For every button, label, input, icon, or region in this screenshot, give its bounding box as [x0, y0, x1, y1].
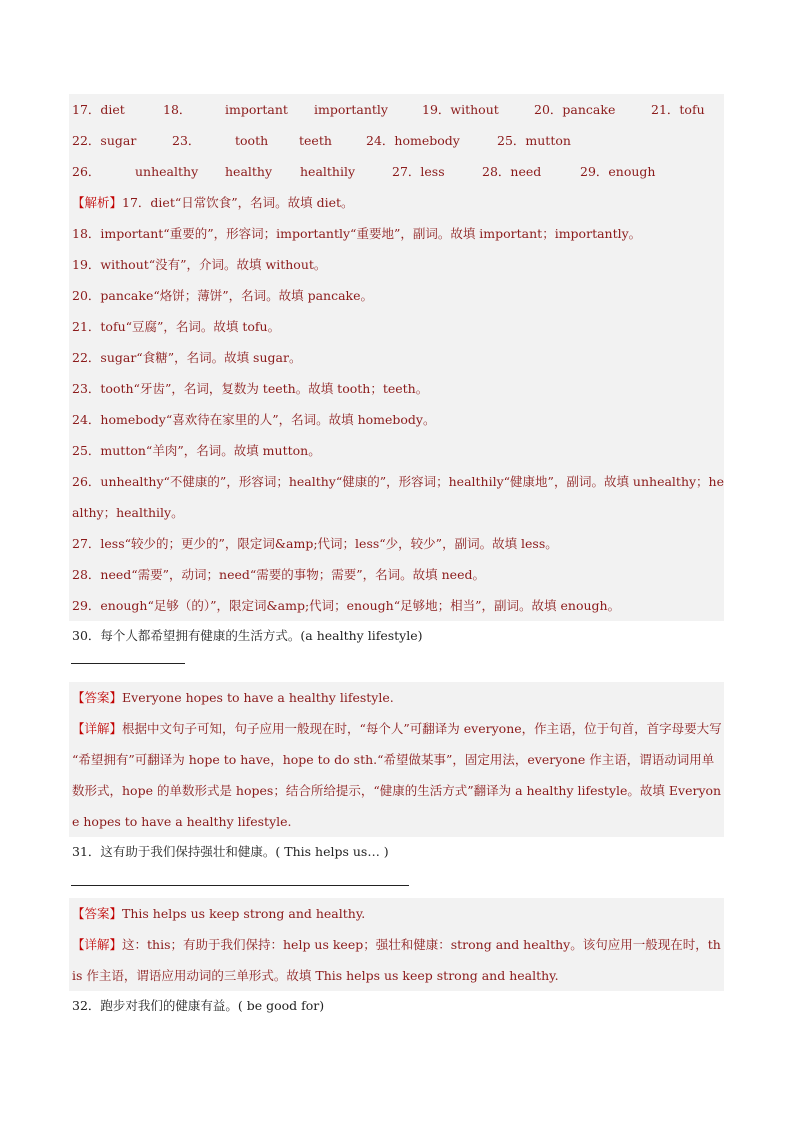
answer-tag: 【答案】	[72, 906, 123, 921]
analysis-23: 23．tooth“牙齿”，名词，复数为 teeth。故填 tooth；teeth。	[72, 381, 429, 396]
analysis-22: 22．sugar“食糖”，名词。故填 sugar。	[72, 350, 302, 365]
answer-row-1	[69, 94, 724, 125]
answer-26-word-2: healthy	[225, 164, 273, 179]
analysis-20: 20．pancake“烙饼；薄饼”，名词。故填 pancake。	[72, 288, 374, 303]
answer-25: 25．mutton	[497, 133, 571, 148]
detail-30: 【详解】根据中文句子可知，句子应用一般现在时，“每个人”可翻译为 everyone，作主语，位于句首，首字母要大写 “希望拥有”可翻译为 hope to have，hope to do sth.“希望做某事”，固定用法，everyone 作主语，谓语动词用单数形式，hope 的单数形式是 hopes；结合所给提示，“健康的生活方式”翻译为 a healthy lifestyle。故填 Everyone hopes to have a healthy lifestyle.	[72, 721, 722, 829]
answer-row-2	[69, 125, 724, 156]
answer-24: 24．homebody	[366, 133, 460, 148]
analysis-25: 25．mutton“羊肉”，名词。故填 mutton。	[72, 443, 321, 458]
answer-blank-30	[71, 663, 185, 664]
analysis-19: 19．without“没有”，介词。故填 without。	[72, 257, 327, 272]
answer-block-31	[69, 898, 724, 991]
analysis-28: 28．need“需要”，动词；need“需要的事物；需要”，名词。故填 need。	[72, 567, 485, 582]
answer-26-number: 26．	[72, 164, 101, 179]
analysis-17: 【解析】17．diet“日常饮食”，名词。故填 diet。	[72, 195, 354, 210]
detail-tag: 【详解】	[72, 937, 123, 952]
answer-blank-31	[71, 885, 409, 886]
analysis-29: 29．enough“足够（的）”，限定词&amp;代词；enough“足够地；相当”，副词。故填 enough。	[72, 598, 621, 613]
answer-26-word-3: healthily	[300, 164, 356, 179]
answer-22: 22．sugar	[72, 133, 137, 148]
answer-20: 20．pancake	[534, 102, 616, 117]
answer-17: 17．diet	[72, 102, 125, 117]
answer-19: 19．without	[422, 102, 499, 117]
answer-18-word-2: importantly	[314, 102, 388, 117]
analysis-21: 21．tofu“豆腐”，名词。故填 tofu。	[72, 319, 281, 334]
analysis-tag: 【解析】	[72, 195, 123, 210]
answer-27: 27．less	[392, 164, 445, 179]
answer-29: 29．enough	[580, 164, 656, 179]
detail-31: 【详解】这：this；有助于我们保持：help us keep；强壮和健康：strong and healthy。该句应用一般现在时，this 作主语，谓语应用动词的三单形式。故填 This helps us keep strong and healthy.	[72, 937, 721, 983]
answer-26-word-1: unhealthy	[135, 164, 199, 179]
answer-block-30	[69, 682, 724, 837]
question-32: 32．跑步对我们的健康有益。( be good for)	[72, 998, 325, 1013]
answer-row-3	[69, 156, 724, 187]
answer-18-word-1: important	[225, 102, 288, 117]
question-30: 30．每个人都希望拥有健康的生活方式。(a healthy lifestyle)	[72, 628, 423, 643]
answer-31: 【答案】This helps us keep strong and healthy.	[72, 906, 366, 921]
question-31: 31．这有助于我们保持强壮和健康。( This helps us… )	[72, 844, 389, 859]
answer-18-number: 18．	[163, 102, 192, 117]
answer-23-number: 23．	[172, 133, 201, 148]
analysis-18: 18．important“重要的”，形容词；importantly“重要地”，副词。故填 important；importantly。	[72, 226, 642, 241]
analysis-26: 26．unhealthy“不健康的”，形容词；healthy“健康的”，形容词；healthily“健康地”，副词。故填 unhealthy；healthy；healthily。	[72, 474, 725, 520]
answer-analysis-block	[69, 94, 724, 621]
answer-tag: 【答案】	[72, 690, 123, 705]
analysis-24: 24．homebody“喜欢待在家里的人”，名词。故填 homebody。	[72, 412, 436, 427]
answer-23-word-2: teeth	[299, 133, 332, 148]
answer-28: 28．need	[482, 164, 542, 179]
answer-21: 21．tofu	[651, 102, 705, 117]
worksheet-page	[69, 94, 724, 1021]
answer-23-word-1: tooth	[235, 133, 269, 148]
analysis-27: 27．less“较少的；更少的”，限定词&amp;代词；less“少，较少”，副词。故填 less。	[72, 536, 558, 551]
answer-30: 【答案】Everyone hopes to have a healthy lifestyle.	[72, 690, 394, 705]
detail-tag: 【详解】	[72, 721, 123, 736]
